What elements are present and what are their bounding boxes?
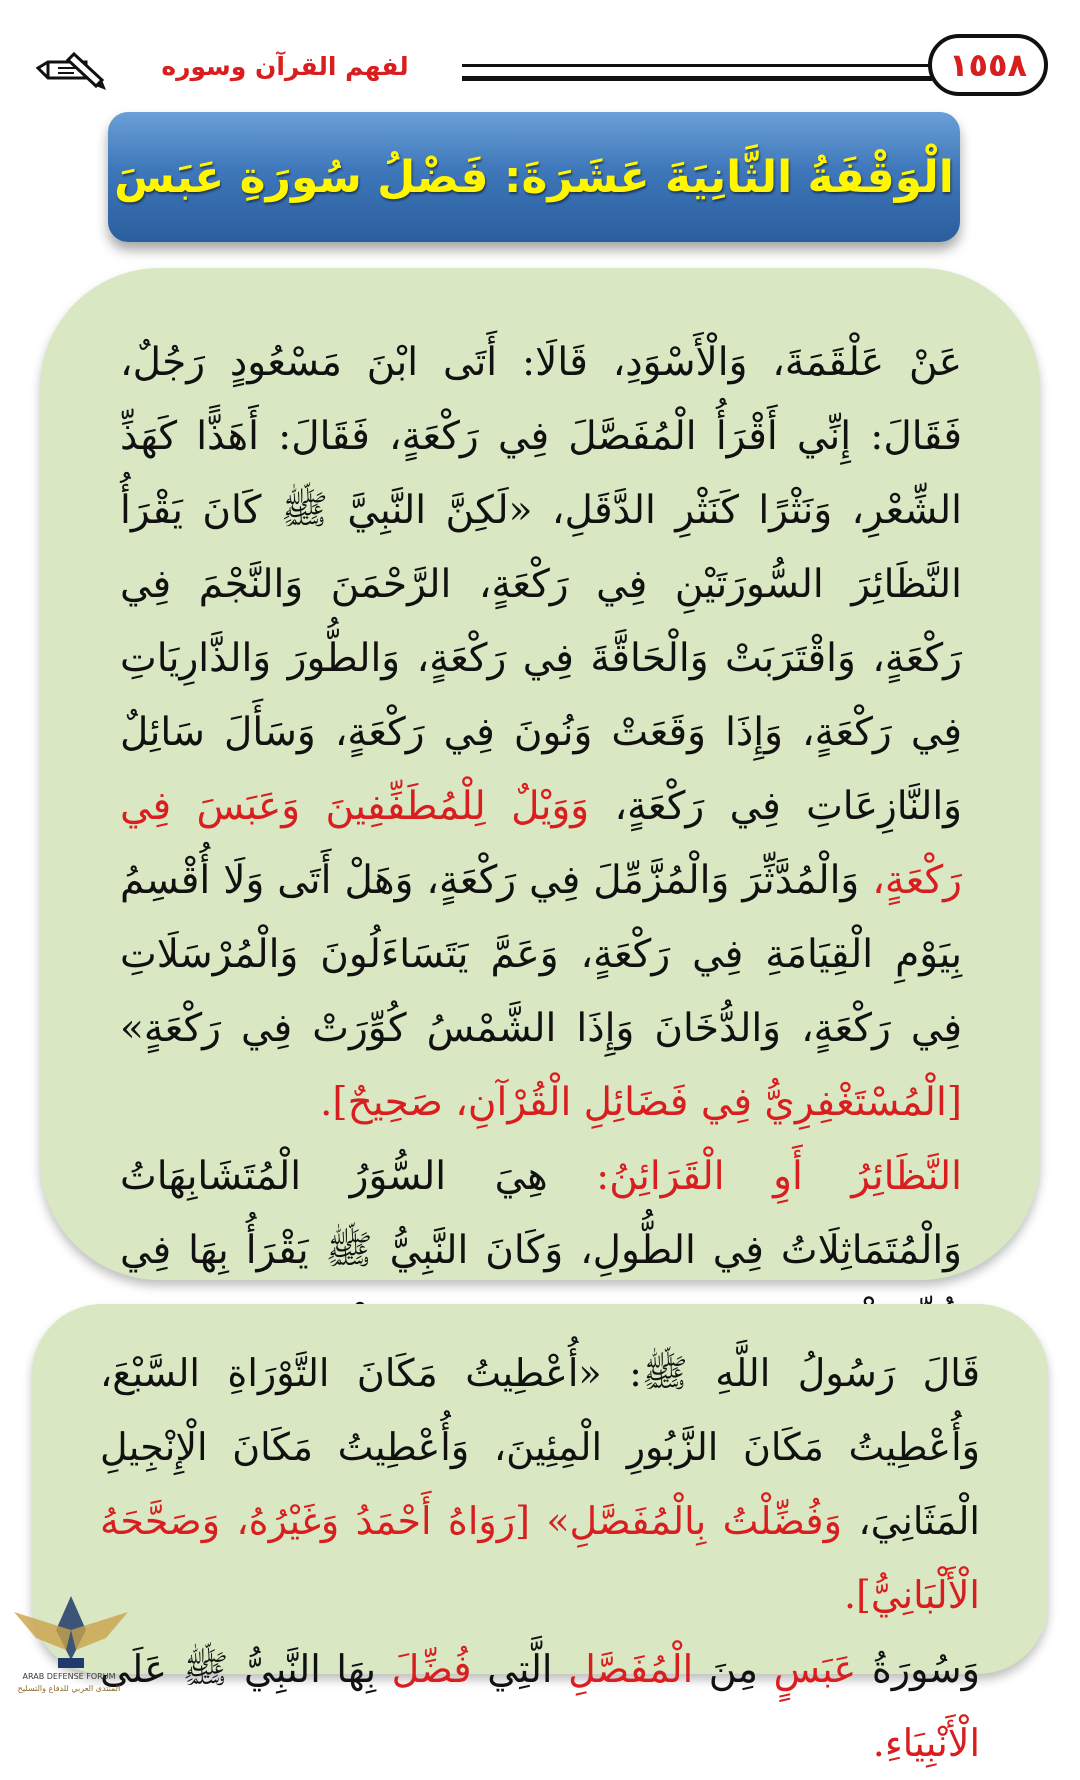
header-rule-top [462,64,932,67]
section-banner [108,112,960,242]
book-title: لفهم القرآن وسوره [161,52,409,81]
mufassal-hadith-red: وَفُضِّلْتُ بِالْمُفَصَّلِ» [546,1499,842,1543]
page-number: ١٥٥٨ [928,34,1048,96]
conclusion-mufassal: الْمُفَصَّلِ [568,1647,694,1691]
conclusion-anbiya: الْأَنْبِيَاءِ. [872,1721,980,1765]
hadith-paragraph [120,326,962,1362]
conclusion-part-4: بِهَا النَّبِيُّ ﷺ عَلَى [100,1647,377,1691]
definition-text: هِيَ السُّوَرُ الْمُتَشَابِهَاتُ وَالْمُتَمَاثِلَاتُ فِي الطُّولِ، وَكَانَ النَّبِيُّ ﷺ يَقْرَأُ بِهَا فِي [120,1154,962,1273]
mufassal-hadith-source: [رَوَاهُ أَحْمَدُ وَغَيْرُهُ، وَصَحَّحَهُ الْأَلْبَانِيُّ]. [100,1499,980,1617]
definition-term: النَّظَائِرُ أَوِ الْقَرَائِنُ: [596,1154,962,1199]
conclusion-abasa: عَبَسٍ [773,1647,857,1691]
page-header [0,0,1080,110]
watermark-line-1: ARAB DEFENSE FORUM [22,1672,116,1681]
pen-writing-icon [34,46,110,92]
conclusion-part-1: وَسُورَةُ [871,1647,980,1691]
hadith-source: [الْمُسْتَغْفِرِيُّ فِي فَضَائِلِ الْقُرْآنِ، صَحِيحٌ]. [320,1080,962,1125]
mufassal-hadith-text: قَالَ رَسُولُ اللَّهِ ﷺ: «أُعْطِيتُ مَكَانَ التَّوْرَاةِ السَّبْعَ، وَأُعْطِيتُ مَكَانَ الزَّبُورِ الْمِئِينَ، وَأُعْطِيتُ مَكَانَ الْإِنْجِيلِ الْمَثَانِيَ، [100,1351,980,1543]
conclusion-line [100,1632,980,1780]
header-rule-bottom [462,76,932,81]
conclusion-part-2: مِنَ [708,1647,759,1691]
section-title: الْوَقْفَةُ الثَّانِيَةَ عَشَرَةَ: فَضْلُ سُورَةِ عَبَسَ [114,151,954,203]
mufassal-paragraph [100,1336,980,1780]
hadith-box-ibn-masud [40,268,1040,1280]
conclusion-part-3: الَّتِي [487,1647,553,1691]
conclusion-fudila: فُضِّلَ [391,1647,472,1691]
watermark-line-2: المنتدى العربي للدفاع والتسليح [17,1684,121,1693]
hadith-rest: وَالْمُدَّثِّرَ وَالْمُزَّمِّلَ فِي رَكْعَةٍ، وَهَلْ أَتَى وَلَا أُقْسِمُ بِيَوْمِ الْقِيَامَةِ فِي رَكْعَةٍ، وَعَمَّ يَتَسَاءَلُونَ وَالْمُرْسَلَاتِ فِي رَكْعَةٍ، وَالدُّخَانَ وَإِذَا الشَّمْسُ كُوِّرَتْ فِي رَكْعَةٍ» [120,858,962,1051]
hadith-intro: عَنْ عَلْقَمَةَ، وَالْأَسْوَدِ، قَالَا: أَتَى ابْنَ مَسْعُودٍ رَجُلٌ، فَقَالَ: إِنِّي أَقْرَأُ الْمُفَصَّلَ فِي رَكْعَةٍ، فَقَالَ: أَهَذًّا كَهَذِّ الشِّعْرِ، وَنَثْرًا كَنَثْرِ الدَّقَلِ، «لَكِنَّ النَّبِيَّ ﷺ كَانَ يَقْرَأُ النَّظَائِرَ السُّورَتَيْنِ فِي رَكْعَةٍ، الرَّحْمَنَ وَالنَّجْمَ فِي رَكْعَةٍ، وَاقْتَرَبَتْ وَالْحَاقَّةَ فِي رَكْعَةٍ، وَالطُّورَ وَالذَّارِيَاتِ فِي رَكْعَةٍ، وَإِذَا وَقَعَتْ وَنُونَ فِي رَكْعَةٍ، وَسَأَلَ سَائِلٌ وَالنَّازِعَاتِ فِي رَكْعَةٍ، [120,340,963,829]
hadith-highlight: وَوَيْلٌ لِلْمُطَفِّفِينَ وَعَبَسَ فِي رَكْعَةٍ، [120,784,962,903]
